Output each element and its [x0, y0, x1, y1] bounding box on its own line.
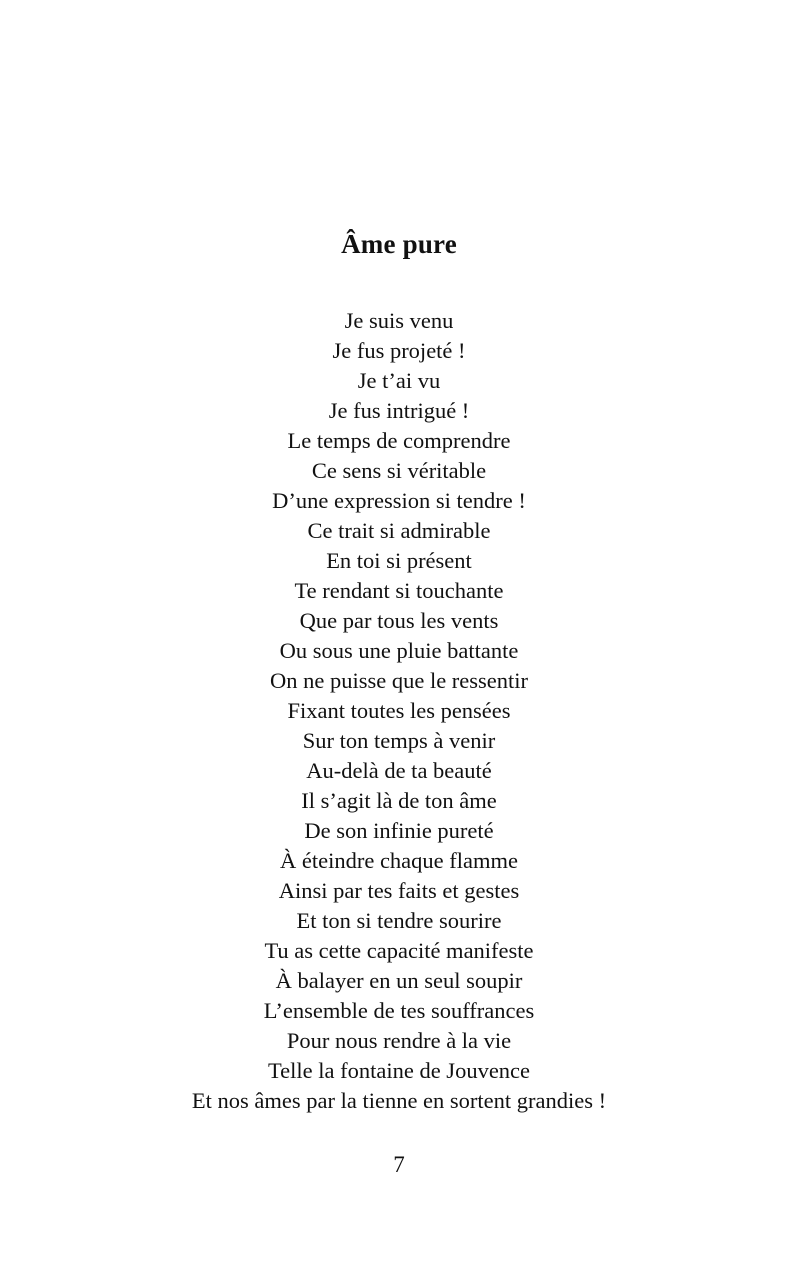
poem-line: À éteindre chaque flamme [279, 848, 518, 873]
poem-line: Et nos âmes par la tienne en sortent grandies ! [191, 1088, 607, 1113]
poem-line: Le temps de comprendre [287, 428, 511, 453]
poem-line: Te rendant si touchante [294, 578, 504, 603]
poem-line: Pour nous rendre à la vie [286, 1028, 512, 1053]
poem-line: Et ton si tendre sourire [296, 908, 502, 933]
poem-line: Ce trait si admirable [307, 518, 491, 543]
poem-line: L’ensemble de tes souffrances [263, 998, 535, 1023]
poem-line: Sur ton temps à venir [302, 728, 496, 753]
poem-line: Au-delà de ta beauté [306, 758, 492, 783]
poem-line: Je suis venu [344, 308, 454, 333]
poem-line: Ainsi par tes faits et gestes [278, 878, 520, 903]
poem-line: Que par tous les vents [299, 608, 499, 633]
poem-title: Âme pure [341, 229, 457, 260]
poem-line: Je fus intrigué ! [328, 398, 470, 423]
poem-line: En toi si présent [326, 548, 472, 573]
poem-line: Telle la fontaine de Jouvence [267, 1058, 531, 1083]
poem-line: Fixant toutes les pensées [287, 698, 511, 723]
page-number: 7 [393, 1152, 405, 1177]
poem-body [0, 306, 798, 1116]
poem-line: Je t’ai vu [357, 368, 441, 393]
poem-line: De son infinie pureté [304, 818, 494, 843]
poem-line: Tu as cette capacité manifeste [264, 938, 534, 963]
poem-line: D’une expression si tendre ! [272, 488, 526, 513]
poem-line: On ne puisse que le ressentir [269, 668, 529, 693]
poem-line: À balayer en un seul soupir [275, 968, 523, 993]
poem-line: Il s’agit là de ton âme [301, 788, 497, 813]
poem-line: Ou sous une pluie battante [279, 638, 519, 663]
poem-line: Ce sens si véritable [311, 458, 487, 483]
poem-line: Je fus projeté ! [332, 338, 466, 363]
